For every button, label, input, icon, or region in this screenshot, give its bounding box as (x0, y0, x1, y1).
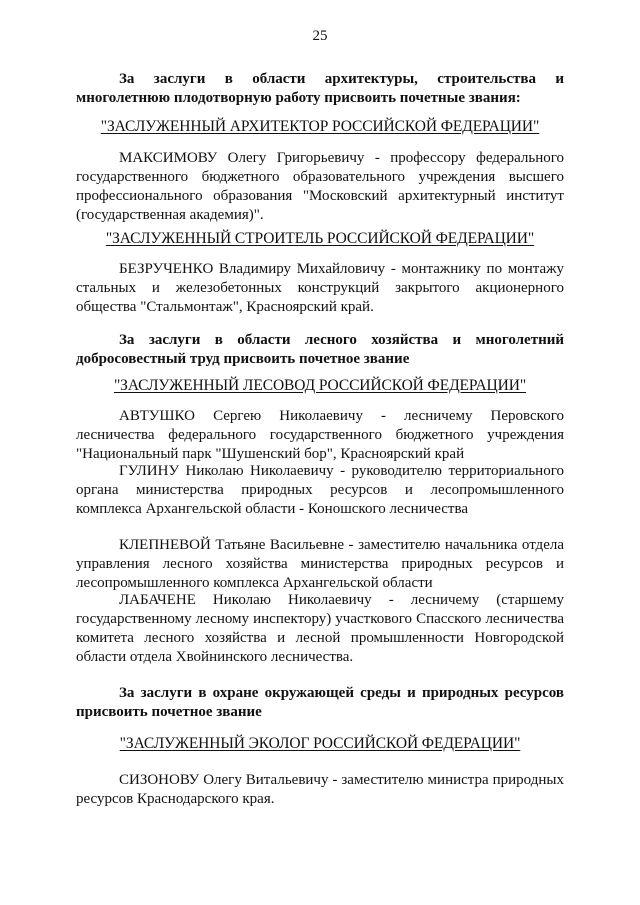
section-intro: За заслуги в области лесного хозяйства и многолетний добросовестный труд присвоить почетное звание (76, 332, 564, 367)
award-entry: БЕЗРУЧЕНКО Владимиру Михайловичу - монтажнику по монтажу стальных и железобетонных конструкций закрытого акционерного общества "Стальмонтаж", Красноярский край. (76, 261, 564, 315)
award-entry: МАКСИМОВУ Олегу Григорьевичу - профессору федерального государственного бюджетного образовательного учреждения высшего профессионального образования "Московский архитектурный институт (государственная академия)". (76, 150, 564, 223)
award-entry: СИЗОНОВУ Олегу Витальевичу - заместителю министра природных ресурсов Краснодарского края. (76, 772, 564, 807)
page-number: 25 (312, 28, 328, 44)
award-entry: ЛАБАЧЕНЕ Николаю Николаевичу - лесничему (старшему государственному лесному инспектору) участкового Спасского лесничества комитета лесного хозяйства и лесной промышленности Новгородской области отдела Хвойнинского лесничества. (76, 592, 564, 665)
award-entry: ГУЛИНУ Николаю Николаевичу - руководителю территориального органа министерства природных ресурсов и лесопромышленного комплекса Архангельской области - Коношского лесничества (76, 463, 564, 517)
section-intro: За заслуги в области архитектуры, строительства и многолетнюю плодотворную работу присвоить почетные звания: (76, 71, 564, 106)
award-entry: КЛЕПНЕВОЙ Татьяне Васильевне - заместителю начальника отдела управления лесного хозяйства министерства природных ресурсов и лесопромышленного комплекса Архангельской области (76, 537, 564, 591)
award-title: "ЗАСЛУЖЕННЫЙ СТРОИТЕЛЬ РОССИЙСКОЙ ФЕДЕРАЦИИ" (105, 230, 535, 247)
award-title: "ЗАСЛУЖЕННЫЙ ЭКОЛОГ РОССИЙСКОЙ ФЕДЕРАЦИИ" (119, 735, 521, 752)
award-entry: АВТУШКО Сергею Николаевичу - лесничему Перовского лесничества федерального государственного бюджетного учреждения "Национальный парк "Шушенский бор", Красноярский край (76, 408, 564, 462)
section-intro: За заслуги в охране окружающей среды и природных ресурсов присвоить почетное звание (76, 685, 564, 720)
award-title: "ЗАСЛУЖЕННЫЙ АРХИТЕКТОР РОССИЙСКОЙ ФЕДЕРАЦИИ" (100, 118, 540, 135)
award-title: "ЗАСЛУЖЕННЫЙ ЛЕСОВОД РОССИЙСКОЙ ФЕДЕРАЦИИ" (113, 377, 527, 394)
